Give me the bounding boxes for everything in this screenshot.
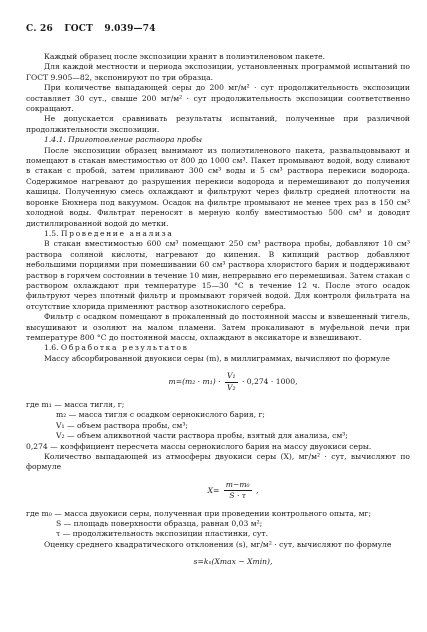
- page-header: [26, 24, 164, 34]
- definition-item: V₁ — объем раствора пробы, см³;: [56, 420, 188, 430]
- formula-s: [56, 557, 410, 567]
- definition-item: m₂ — масса тигля с осадком сернокислого бария, г;: [56, 410, 265, 420]
- section-heading-1-6: [26, 343, 410, 353]
- paragraph-s-formula-intro: Оценку среднего квадратического отклонения (s), мг/м² · сут, вычисляют по формуле: [44, 539, 392, 549]
- section-title: Проведение анализа: [60, 228, 174, 238]
- section-heading-1-5: [26, 229, 410, 239]
- section-number: 1.5.: [44, 228, 59, 238]
- formula-lhs: m=(m₂ · m₁) ·: [168, 377, 221, 387]
- paragraph-x-formula-intro: Количество выпадающей из атмосферы двуокиси серы (X), мг/м² · сут, вычисляют по формуле: [26, 452, 410, 472]
- formula-fraction: [224, 480, 252, 502]
- section-number: 1.6.: [44, 343, 59, 353]
- section-heading-1-4-1: 1.4.1. Приготовление раствора пробы: [44, 135, 203, 145]
- definition-item: V₂ — объем аликвотной части раствора пробы, взятый для анализа, см³;: [56, 431, 348, 441]
- paragraph-analysis: В стакан вместимостью 600 см³ помещают 250 см³ раствора пробы, добавляют 10 см³ раствора соляной кислоты, нагревают до кипения. В кипящий раствор добавляют небольшими порциями при помешивании 60 см³ раствора хлористого бария и поддерживают раствор в горячем состоянии в течение 10 мин, непрерывно его перемешивая. Затем стакан с раствором охлаждают при температуре 15—30 °С в течение 12 ч. После этого осадок фильтруют через плотный фильтр и промывают горячей водой. Для контроля фильтрата на отсутствие хлорида применяют раствор азотнокислого серебра.: [26, 239, 410, 311]
- fraction-numerator: m−m₀: [224, 480, 252, 491]
- formula-x: [56, 480, 410, 502]
- section-title: Обработка результатов: [60, 343, 189, 353]
- definition-item: 0,274 — коэффициент пересчета массы сернокислого бария на массу двуокиси серы.: [26, 441, 372, 451]
- paragraph-mass-formula-intro: Массу абсорбированной двуокиси серы (m), в миллиграммах, вычисляют по формуле: [44, 353, 390, 363]
- definition-item: τ — продолжительность экспозиции пластинки, сут.: [56, 529, 268, 539]
- formula-mass: [56, 371, 410, 393]
- paragraph-duration: При количестве выпадающей серы до 200 мг/м² · сут продолжительность экспозиции составляет 30 сут., свыше 200 мг/м² · сут продолжительность экспозиции соответственно сокращают.: [26, 83, 410, 114]
- definition-first: где m₁ — масса тигля, г;: [26, 400, 125, 409]
- paragraph-sample-preparation: После экспозиции образец вынимают из полиэтиленового пакета, развальцовывают и помещают в стакан вместимостью от 800 до 1000 см³. Пакет промывают водой, воду сливают в стакан с пробой, затем приливают 300 см³ воды и 5 см³ раствора перекиси водорода. Содержимое нагревают до разрушения перекиси водорода и перемешивают до получения кашицы. Полученную смесь охлаждают и фильтруют через фильтр средней плотности на воронке Бюхнера под вакуумом. Осадок на фильтре промывают не менее трех раз в 150 см³ холодной воды. Фильтрат переносят в мерную колбу вместимостью 500 см³ и доводят дистиллированной водой до метки.: [26, 145, 410, 228]
- standard-number: 9.039—74: [104, 24, 156, 34]
- definition-item: S — площадь поверхности образца, равная 0,03 м²;: [56, 519, 263, 529]
- definition-first: где m₀ — масса двуокиси серы, полученная при проведении контрольного опыта, мг;: [26, 508, 372, 518]
- formula-lhs: X=: [207, 485, 220, 495]
- paragraph-calcination: Фильтр с осадком помещают в прокаленный до постоянной массы и взвешенный тигель, высушивают и озоляют на малом пламени. Затем прокаливают в муфельной печи при температуре 800 °С до постоянной массы, охлаждают в эксикаторе и взвешивают.: [26, 312, 410, 342]
- fraction-numerator: V₁: [225, 371, 238, 382]
- fraction-denominator: V₂: [226, 382, 236, 392]
- formula-rhs: · 0,274 · 1000,: [241, 377, 298, 387]
- paragraph-comparison: Не допускается сравнивать результаты испытаний, полученные при различной продолжительности экспозиции.: [26, 114, 410, 134]
- paragraph-samples: Для каждой местности и периода экспозиции, установленных программой испытаний по ГОСТ 9.905—82, экспонируют по три образца.: [26, 62, 410, 82]
- paragraph-storage: Каждый образец после экспозиции хранят в полиэтиленовом пакете.: [44, 52, 326, 61]
- fraction-denominator: S · τ: [229, 491, 246, 501]
- document-body: [26, 52, 410, 575]
- formula-text: s=kₙ(Xmax − Xmin),: [193, 557, 273, 567]
- page-number: С. 26: [26, 24, 53, 34]
- formula-rhs: ,: [256, 485, 259, 495]
- formula-fraction: [225, 371, 238, 393]
- standard-name: ГОСТ: [64, 24, 94, 34]
